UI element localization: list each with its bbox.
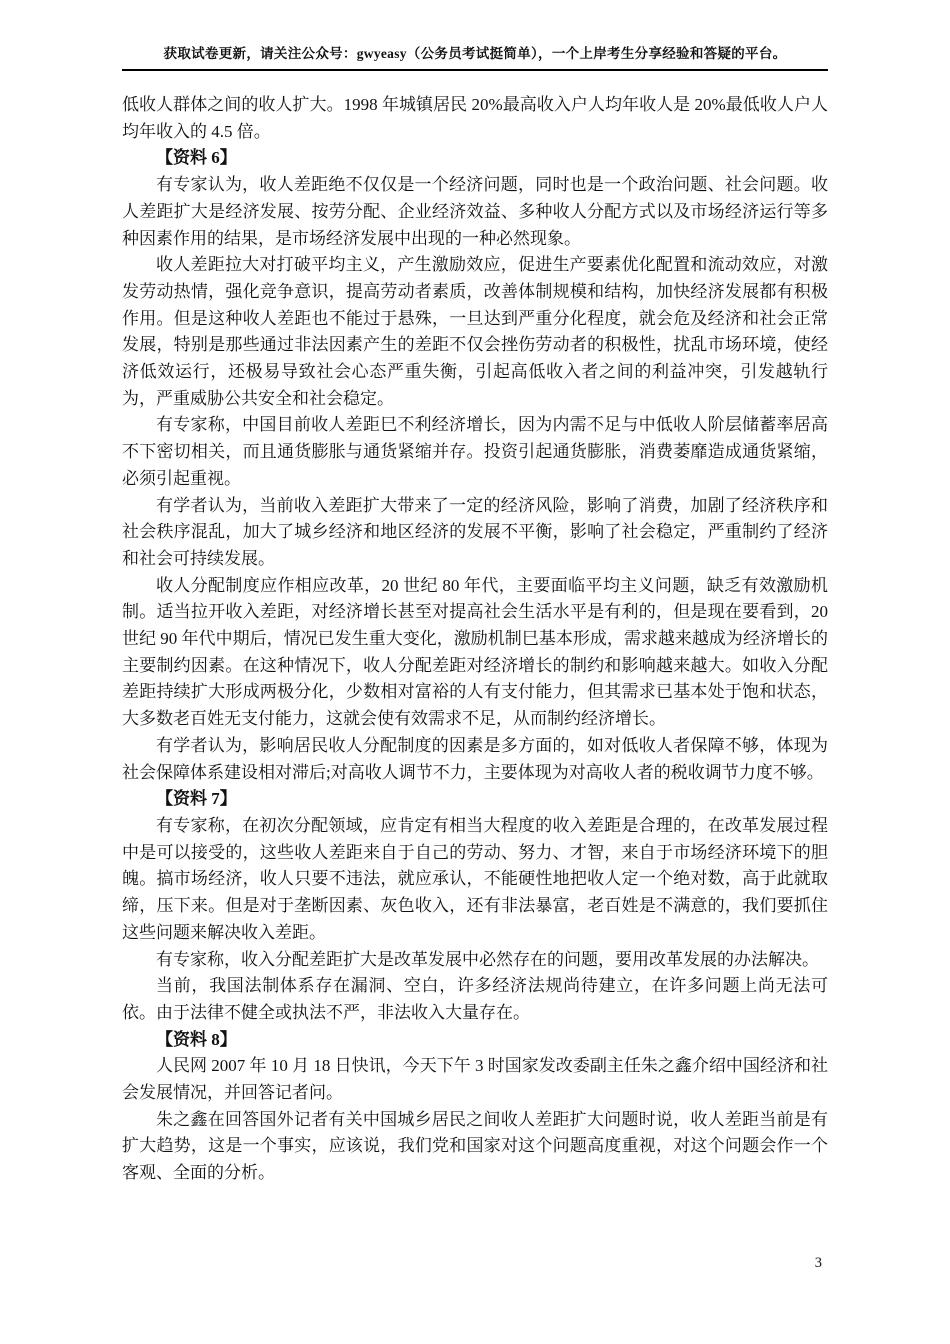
paragraph: 收人差距拉大对打破平均主义，产生激励效应，促进生产要素优化配置和流动效应，对激发劳动热情，强化竞争意识，提高劳动者素质，改善体制规模和结构，加快经济发展都有积极作用。但是这种收人差距也不能过于悬殊，一旦达到严重分化程度，就会危及经济和社会正常发展，特别是那些通过非法因素产生的差距不仅会挫伤劳动者的积极性，扰乱市场环境，使经济低效运行，还极易导致社会心态严重失衡，引起高低收入者之间的利益冲突，引发越轨行为，严重威胁公共安全和社会稳定。	[122, 255, 828, 408]
section-heading-material-8: 【资料 8】	[156, 1029, 237, 1049]
paragraph: 有学者认为，影响居民收人分配制度的因素是多方面的，如对低收人者保障不够，体现为社会保障体系建设相对滞后;对高收人调节不力，主要体现为对高收人者的税收调节力度不够。	[122, 735, 828, 782]
paragraph: 朱之鑫在回答国外记者有关中国城乡居民之间收人差距扩大问题时说，收人差距当前是有扩大趋势，这是一个事实，应该说，我们党和国家对这个问题高度重视，对这个问题会作一个客观、全面的分析。	[122, 1109, 828, 1183]
header-divider	[122, 69, 828, 71]
section-heading-material-6: 【资料 6】	[156, 148, 237, 168]
paragraph: 有专家称，收入分配差距扩大是改革发展中必然存在的问题，要用改革发展的办法解决。	[156, 949, 819, 969]
paragraph: 收人分配制度应作相应改革，20 世纪 80 年代，主要面临平均主义问题，缺乏有效激励机制。适当拉开收入差距，对经济增长甚至对提高社会生活水平是有利的，但是现在要看到，20 世纪 90 年代中期后，情况已发生重大变化，激励机制巳基本形成，需求越来越成为经济增长的主要制约因素。在这种情况下，收人分配差距对经济增长的制约和影响越来越大。如收入分配差距持续扩大形成两极分化，少数相对富裕的人有支付能力，但其需求已基本处于饱和状态，大多数老百姓无支付能力，这就会使有效需求不足，从而制约经济增长。	[122, 575, 828, 729]
header-notice: 获取试卷更新，请关注公众号：gwyeasy（公务员考试挺简单），一个上岸考生分享经验和答疑的平台。	[163, 46, 787, 61]
paragraph-continuation: 低收人群体之间的收人扩大。1998 年城镇居民 20%最高收入户人均年收人是 20%最低收人户人均年收入的 4.5 倍。	[122, 95, 828, 141]
document-content	[122, 92, 828, 1187]
section-heading-material-7: 【资料 7】	[156, 789, 237, 809]
page-header	[122, 42, 828, 71]
paragraph: 当前，我国法制体系存在漏洞、空白，许多经济法规尚待建立，在许多问题上尚无法可依。由于法律不健全或执法不严，非法收入大量存在。	[122, 976, 828, 1022]
page-number: 3	[814, 1255, 822, 1271]
paragraph: 有学者认为，当前收入差距扩大带来了一定的经济风险，影响了消费，加剧了经济秩序和社会秩序混乱，加大了城乡经济和地区经济的发展不平衡，影响了社会稳定，严重制约了经济和社会可持续发展。	[122, 495, 828, 568]
paragraph: 有专家认为，收人差距绝不仅仅是一个经济问题，同时也是一个政治问题、社会问题。收人差距扩大是经济发展、按劳分配、企业经济效益、多种收人分配方式以及市场经济运行等多种因素作用的结果，是市场经济发展中出现的一种必然现象。	[122, 175, 828, 248]
paragraph: 有专家称，中国目前收人差距巳不利经济增长，因为内需不足与中低收人阶层储蓄率居高不下密切相关，而且通货膨胀与通货紧缩并存。投资引起通货膨胀，消费萎靡造成通货紧缩，必须引起重视。	[122, 415, 828, 488]
paragraph: 人民网 2007 年 10 月 18 日快讯，今天下午 3 时国家发改委副主任朱之鑫介绍中国经济和社会发展情况，并回答记者问。	[122, 1056, 828, 1103]
paragraph: 有专家称，在初次分配领域，应肯定有相当大程度的收入差距是合理的，在改革发展过程中是可以接受的，这些收人差距来自于自己的劳动、努力、才智，来自于市场经济环境下的胆魄。搞市场经济，收人只要不违法，就应承认，不能硬性地把收人定一个绝对数，高于此就取缔，压下来。但是对于垄断因素、灰色收入，还有非法暴富，老百姓是不满意的，我们要抓住这些问题来解决收入差距。	[122, 815, 828, 942]
